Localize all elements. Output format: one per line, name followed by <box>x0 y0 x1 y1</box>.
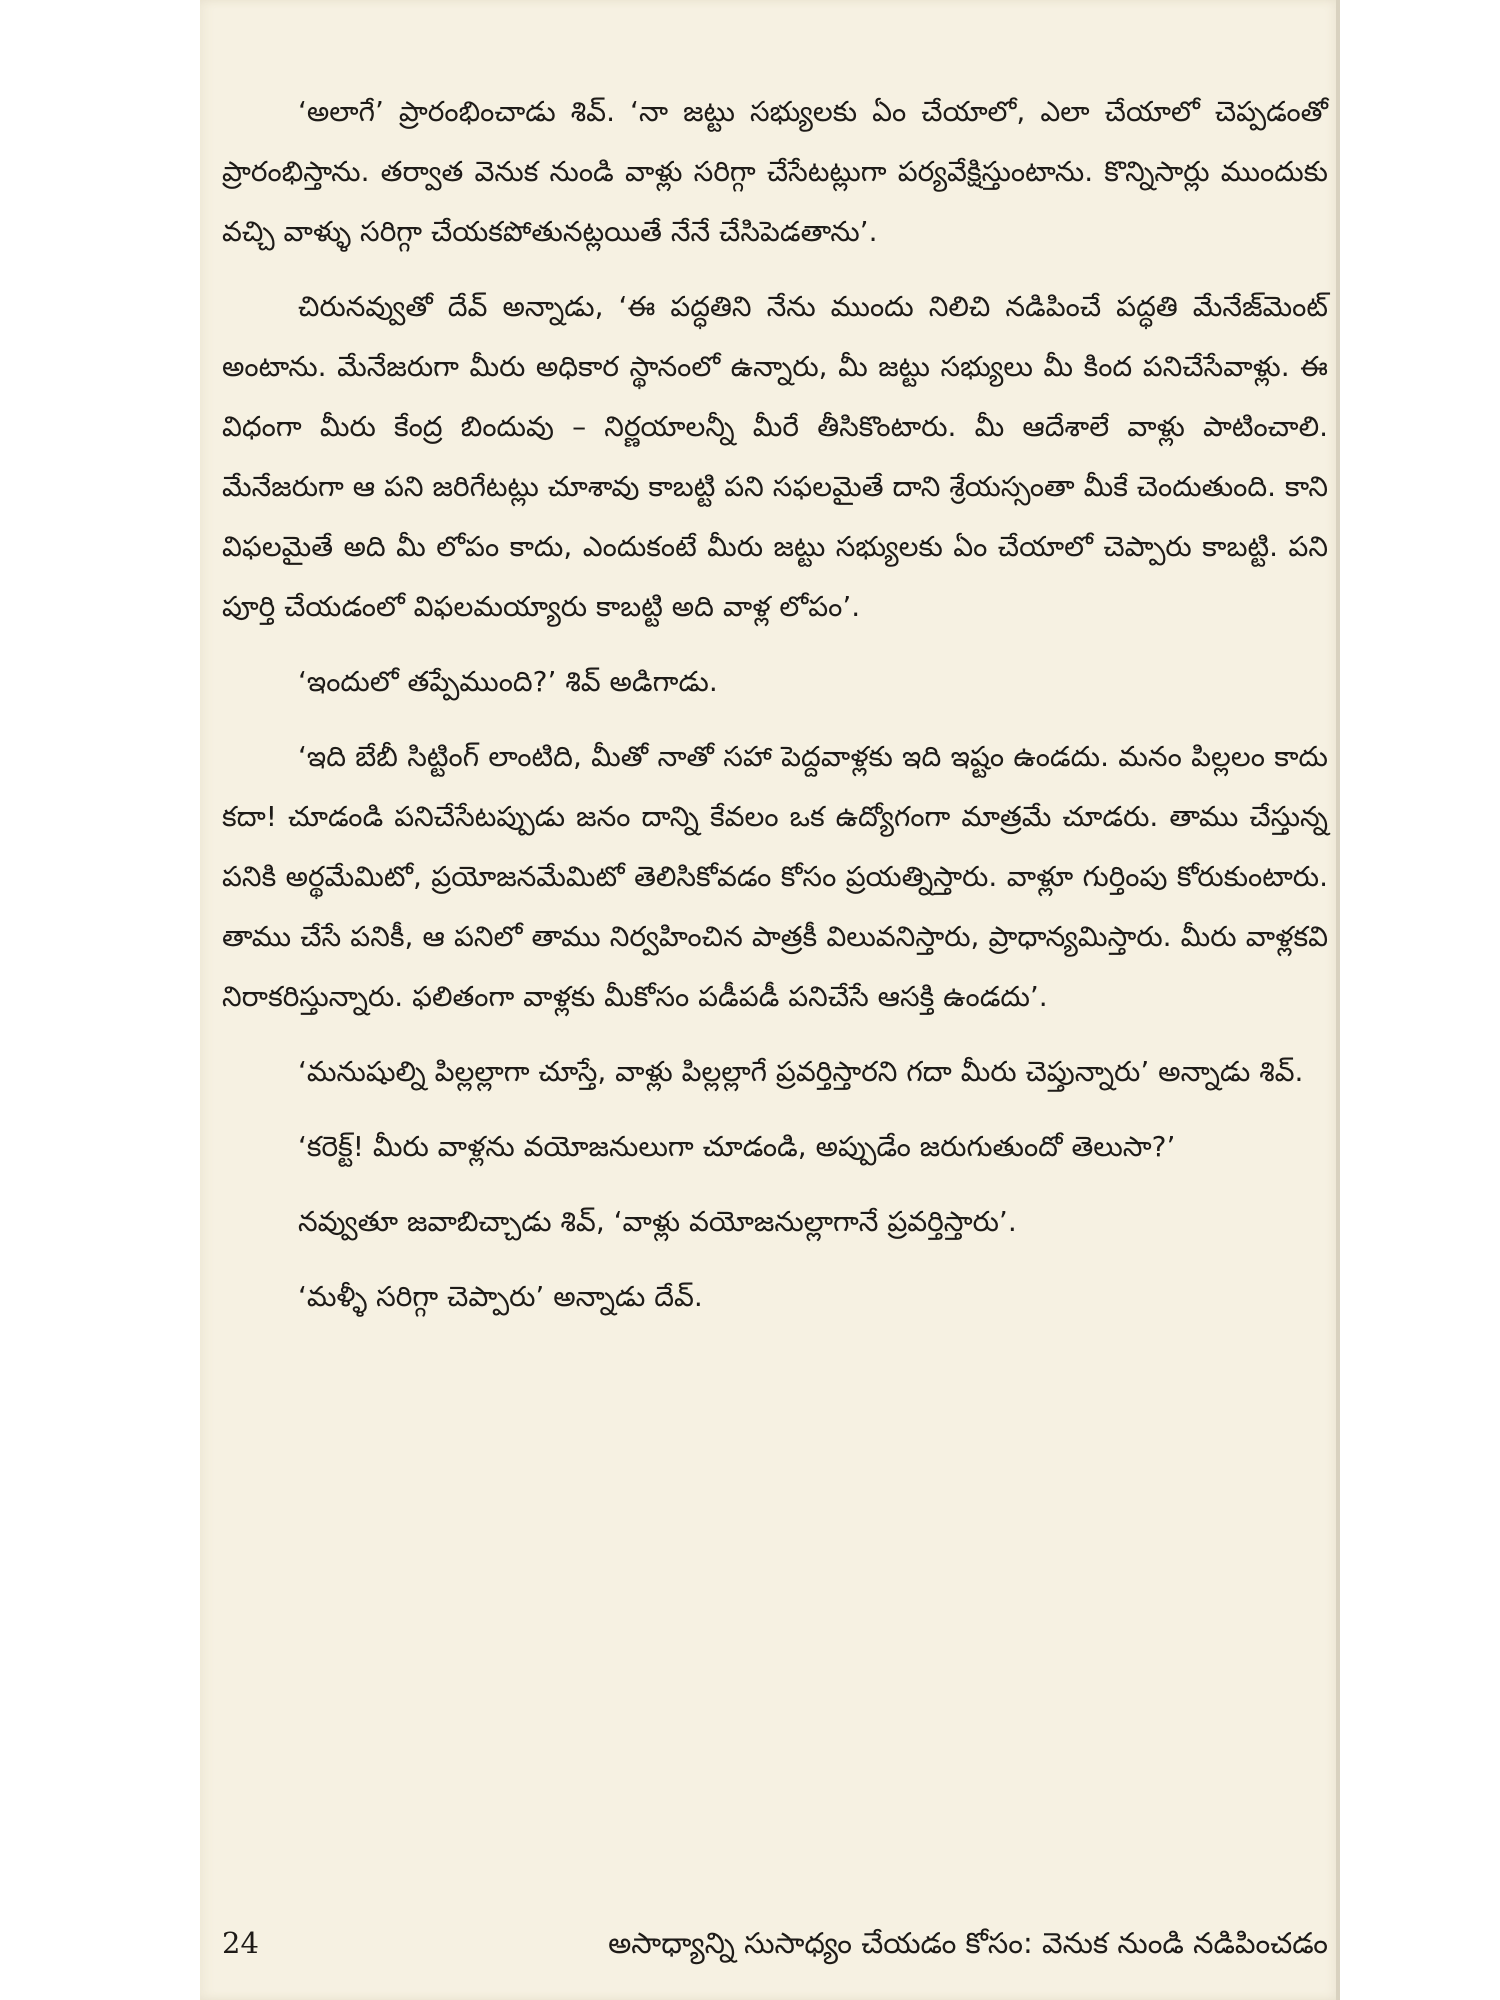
paragraph-7: నవ్వుతూ జవాబిచ్చాడు శివ్, ‘వాళ్లు వయోజనుల్లాగానే ప్రవర్తిస్తారు’. <box>298 1205 1017 1238</box>
paragraph-4: ‘ఇది బేబీ సిట్టింగ్ లాంటిది, మీతో నాతో సహా పెద్దవాళ్లకు ఇది ఇష్టం ఉండదు. మనం పిల్లలం కాదు కదా! చూడండి పనిచేసేటప్పుడు జనం దాన్ని కేవలం ఒక ఉద్యోగంగా మాత్రమే చూడరు. తాము చేస్తున్న పనికి అర్థమేమిటో, ప్రయోజనమేమిటో తెలిసికోవడం కోసం ప్రయత్నిస్తారు. వాళ్లూ గుర్తింపు కోరుకుంటారు. తాము చేసే పనికీ, ఆ పనిలో తాము నిర్వహించిన పాత్రకీ విలువనిస్తారు, ప్రాధాన్యమిస్తారు. మీరు వాళ్లకవి నిరాకరిస్తున్నారు. ఫలితంగా వాళ్లకు మీకోసం పడీపడీ పనిచేసే ఆసక్తి ఉండదు’. <box>222 740 1328 1013</box>
page-edge-shadow <box>1336 0 1340 2000</box>
paragraph-2: చిరునవ్వుతో దేవ్ అన్నాడు, ‘ఈ పద్ధతిని నేను ముందు నిలిచి నడిపించే పద్ధతి మేనేజ్‌మెంట్ అంటాను. మేనేజరుగా మీరు అధికార స్థానంలో ఉన్నారు, మీ జట్టు సభ్యులు మీ కింద పనిచేసేవాళ్లు. ఈ విధంగా మీరు కేంద్ర బిందువు – నిర్ణయాలన్నీ మీరే తీసికొంటారు. మీ ఆదేశాలే వాళ్లు పాటించాలి. మేనేజరుగా ఆ పని జరిగేటట్లు చూశావు కాబట్టి పని సఫలమైతే దాని శ్రేయస్సంతా మీకే చెందుతుంది. కాని విఫలమైతే అది మీ లోపం కాదు, ఎందుకంటే మీరు జట్టు సభ్యులకు ఏం చేయాలో చెప్పారు కాబట్టి. పని పూర్తి చేయడంలో విఫలమయ్యారు కాబట్టి అది వాళ్ల లోపం’. <box>222 290 1328 623</box>
page-footer <box>222 1926 1328 1976</box>
paragraph-6: ‘కరెక్ట్! మీరు వాళ్లను వయోజనులుగా చూడండి, అప్పుడేం జరుగుతుందో తెలుసా?’ <box>298 1130 1176 1163</box>
paragraph-5: ‘మనుషుల్ని పిల్లల్లాగా చూస్తే, వాళ్లు పిల్లల్లాగే ప్రవర్తిస్తారని గదా మీరు చెప్తున్నారు’ అన్నాడు శివ్. <box>298 1055 1304 1088</box>
body-text <box>222 82 1328 1342</box>
paragraph-1: ‘అలాగే’ ప్రారంభించాడు శివ్. ‘నా జట్టు సభ్యులకు ఏం చేయాలో, ఎలా చేయాలో చెప్పడంతో ప్రారంభిస్తాను. తర్వాత వెనుక నుండి వాళ్లు సరిగ్గా చేసేటట్లుగా పర్యవేక్షిస్తుంటాను. కొన్నిసార్లు ముందుకు వచ్చి వాళ్ళు సరిగ్గా చేయకపోతునట్లయితే నేనే చేసిపెడతాను’. <box>222 95 1328 248</box>
paragraph-8: ‘మళ్ళీ సరిగ్గా చెప్పారు’ అన్నాడు దేవ్. <box>298 1280 703 1313</box>
paragraph-3: ‘ఇందులో తప్పేముంది?’ శివ్ అడిగాడు. <box>298 665 718 698</box>
running-title: అసాధ్యాన్ని సుసాధ్యం చేయడం కోసం: వెనుక నుండి నడిపించడం <box>608 1926 1328 1960</box>
page-number: 24 <box>222 1926 259 1960</box>
